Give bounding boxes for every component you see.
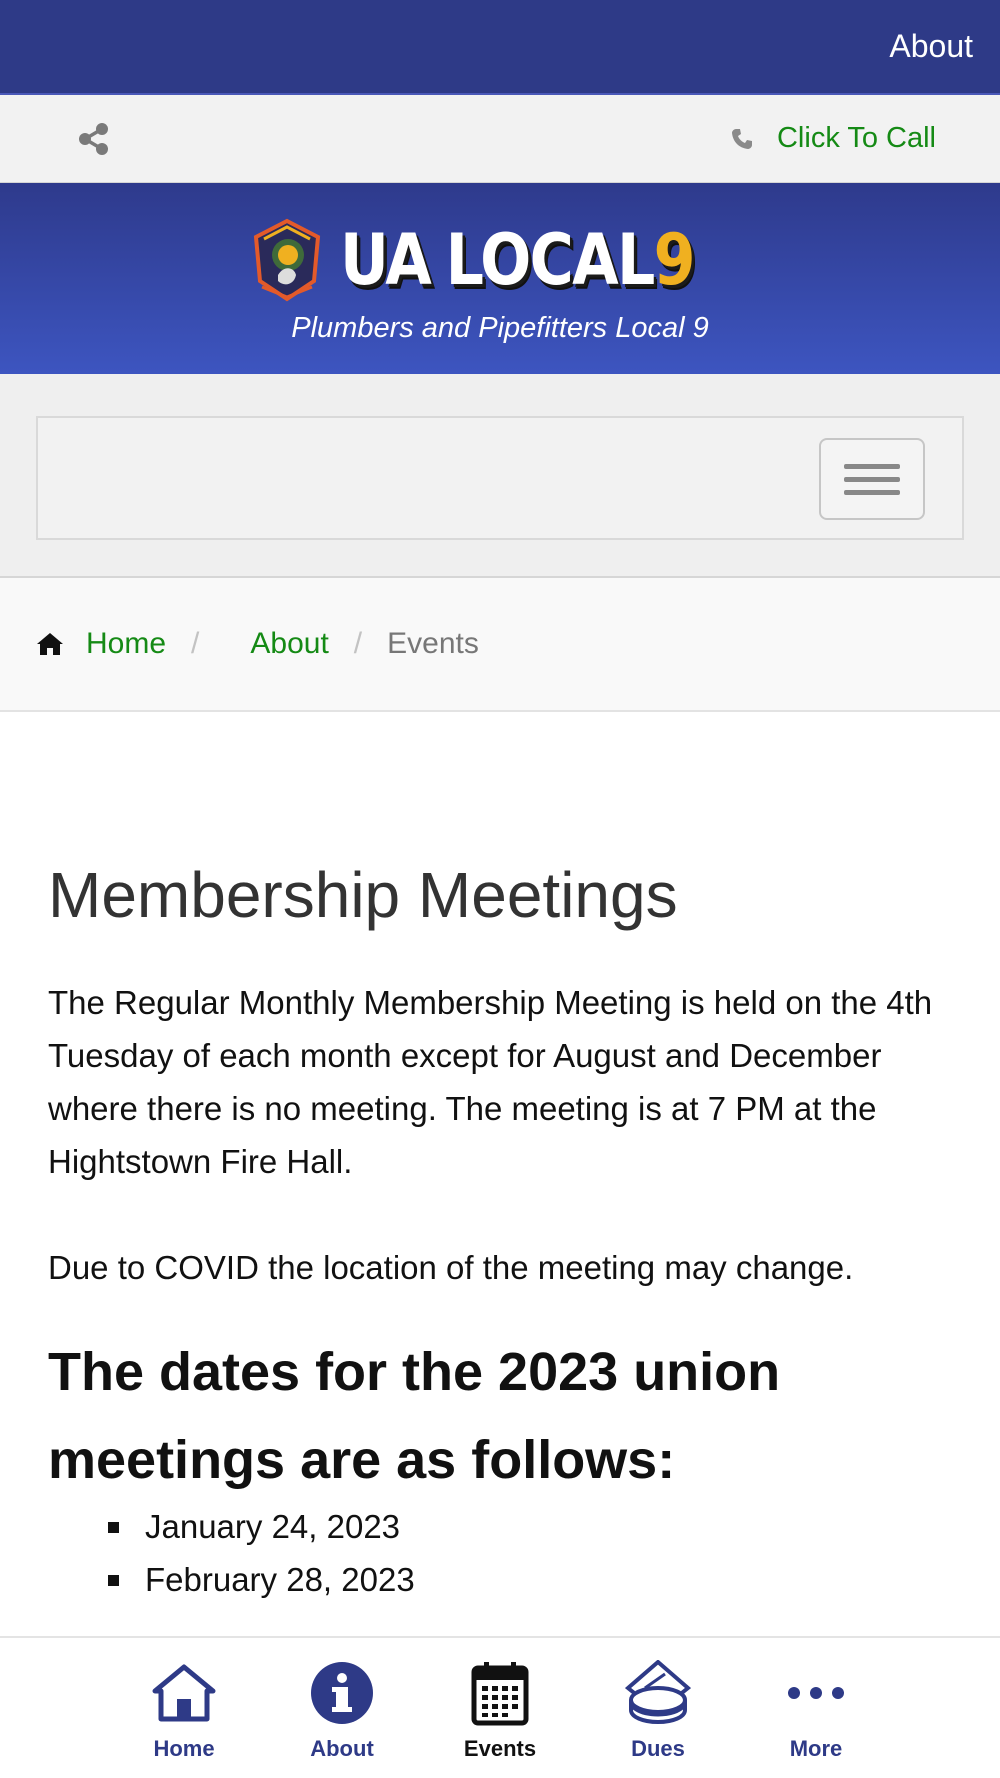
bottom-nav-events-label: Events — [463, 1736, 537, 1761]
union-seal-icon — [248, 217, 326, 303]
site-logo[interactable] — [248, 212, 751, 308]
top-bar — [0, 0, 1000, 95]
navbar — [36, 416, 964, 540]
utility-bar — [0, 95, 1000, 183]
breadcrumb-home[interactable]: Home — [86, 627, 167, 660]
dues-icon — [623, 1658, 693, 1728]
click-to-call-label: Click To Call — [776, 122, 936, 154]
bottom-nav — [0, 1636, 1000, 1778]
hamburger-icon-bar — [844, 464, 900, 469]
home-icon — [36, 628, 68, 660]
breadcrumb-separator: / — [353, 627, 363, 660]
bottom-nav-dues[interactable] — [579, 1658, 737, 1762]
page-title: Membership Meetings — [48, 859, 678, 931]
wordmark — [340, 219, 695, 301]
meeting-dates-list — [48, 1500, 952, 1606]
bottom-nav-home[interactable] — [105, 1658, 263, 1762]
bottom-nav-about[interactable] — [263, 1658, 421, 1762]
share-icon[interactable] — [74, 119, 114, 159]
more-icon — [781, 1658, 851, 1728]
wordmark-local: LOCAL — [445, 219, 654, 301]
main-content — [0, 860, 1000, 1606]
about-link[interactable]: About — [889, 28, 973, 64]
site-banner — [0, 183, 1000, 374]
wordmark-number: 9 — [653, 219, 695, 301]
bottom-nav-more-label: More — [789, 1736, 843, 1761]
breadcrumb-separator: / — [191, 627, 200, 660]
breadcrumb-about[interactable]: About — [250, 627, 329, 660]
bottom-nav-events[interactable] — [421, 1658, 579, 1762]
bottom-nav-about-label: About — [310, 1736, 374, 1761]
bottom-nav-home-label: Home — [153, 1736, 215, 1761]
phone-icon — [729, 126, 755, 152]
click-to-call-button[interactable] — [729, 122, 936, 155]
breadcrumb-current: Events — [387, 627, 479, 660]
bottom-nav-dues-label: Dues — [631, 1736, 685, 1761]
hamburger-icon-bar — [844, 477, 900, 482]
site-tagline: Plumbers and Pipefitters Local 9 — [291, 312, 709, 344]
menu-toggle-button[interactable] — [819, 438, 925, 520]
list-item: January 24, 2023 — [48, 1500, 952, 1553]
hamburger-icon-bar — [844, 490, 900, 495]
wordmark-ua: UA — [340, 219, 431, 301]
covid-notice: Due to COVID the location of the meeting may change. — [48, 1249, 854, 1287]
navbar-region — [0, 374, 1000, 578]
calendar-icon — [465, 1658, 535, 1728]
list-item: February 28, 2023 — [48, 1553, 952, 1606]
bottom-nav-more[interactable] — [737, 1658, 895, 1762]
home-icon — [149, 1658, 219, 1728]
meeting-description: The Regular Monthly Membership Meeting is held on the 4th Tuesday of each month except for August and December where there is no meeting. The meeting is at 7 PM at the Hightstown Fire Hall. — [48, 984, 933, 1181]
dates-heading: The dates for the 2023 union meetings are as follows: — [48, 1342, 781, 1491]
breadcrumb — [0, 578, 1000, 712]
info-icon — [307, 1658, 377, 1728]
